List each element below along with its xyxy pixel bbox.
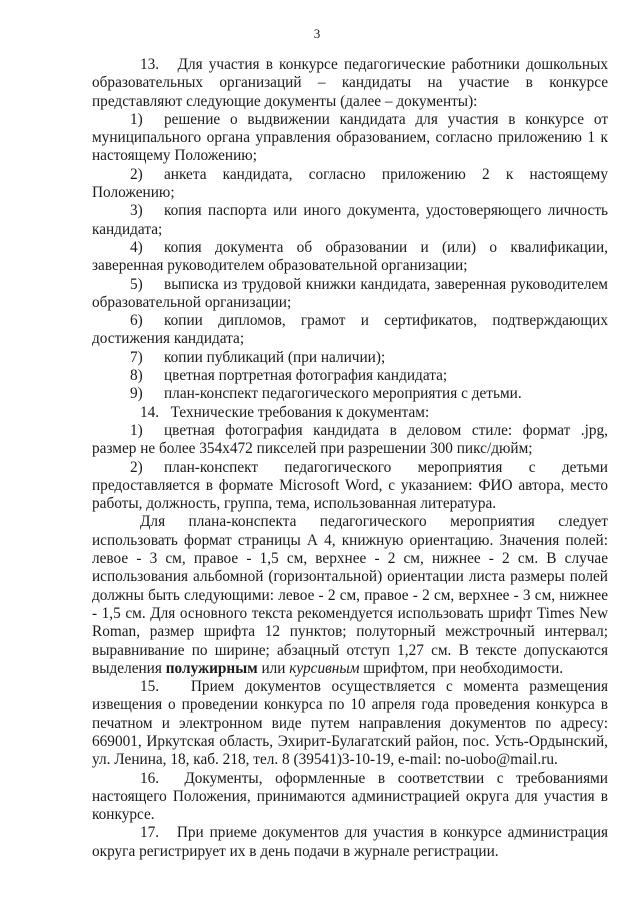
list-item xyxy=(92,349,608,367)
list-item-text: цветная фотография кандидата в деловом стиле: формат .jpg, размер не более 354x472 пикселей при разрешении 300 пикс/дюйм; xyxy=(92,421,608,458)
italic-example: курсивным xyxy=(289,659,360,677)
list-item-number: 5) xyxy=(130,275,143,293)
list-item-number: 2) xyxy=(130,165,143,183)
paragraph-16: 16. Документы, оформленные в соответствии с требованиями настоящего Положения, принимаются администрацией округа для участия в конкурсе. xyxy=(92,769,608,824)
list-item-text: план-конспект педагогического мероприятия с детьми предоставляется в формате Microsoft Word, с указанием: ФИО автора, место работы, должность, группа, тема, использованная литература. xyxy=(92,458,608,513)
list-item-text: анкета кандидата, согласно приложению 2 к настоящему Положению; xyxy=(92,165,608,202)
paragraph-14: 14. Технические требования к документам: xyxy=(140,403,430,421)
list-item xyxy=(92,312,608,349)
paragraph-15: 15. Прием документов осуществляется с момента размещения извещения о проведении конкурса по 10 апреля года проведения конкурса в печатном и электронном виде путем направления документов по адресу: 669001, Иркутская область, Эхирит-Булагатский район, пос. Усть-Ордынский, ул. Ленина, 18, каб. 218, тел. 8 (39541)3-10-19, e-mail: no-uobo@mail.ru. xyxy=(92,678,608,769)
list-item-text: план-конспект педагогического мероприятия с детьми. xyxy=(164,385,522,403)
list-item-text: цветная портретная фотография кандидата; xyxy=(164,367,448,385)
list-item xyxy=(92,202,608,239)
list-item-number: 9) xyxy=(130,385,143,403)
list-item xyxy=(92,111,608,166)
list-item-number: 2) xyxy=(130,458,143,476)
list-item xyxy=(92,166,608,203)
list-item-text: копии публикаций (при наличии); xyxy=(164,348,386,366)
format-requirements-paragraph xyxy=(92,513,608,678)
paragraph-17: 17. При приеме документов для участия в конкурсе администрация округа регистрирует их в день подачи в журнале регистрации. xyxy=(92,824,608,860)
list-item-number: 7) xyxy=(130,348,143,366)
list-item-text: копия паспорта или иного документа, удостоверяющего личность кандидата; xyxy=(92,202,608,238)
list-item xyxy=(92,276,608,313)
list-item xyxy=(92,385,608,403)
bold-example: полужирным xyxy=(165,659,258,677)
list-item-text: выписка из трудовой книжки кандидата, заверенная руководителем образовательной организации; xyxy=(92,275,608,311)
list-item xyxy=(92,239,608,276)
list-item-text: копии дипломов, грамот и сертификатов, подтверждающих достижения кандидата; xyxy=(92,312,608,348)
paragraph-13: 13. Для участия в конкурсе педагогические работники дошкольных образовательных организаций – кандидаты на участие в конкурсе представляют следующие документы (далее – документы): xyxy=(92,56,608,110)
format-requirements-text: Для плана-конспекта педагогического мероприятия следует использовать формат страницы А 4, книжную ориентацию. Значения полей: левое - 3 см, правое - 1,5 см, верхнее - 2 см, нижнее - 2 см. В случае использования альбомной (горизонтальной) ориентации листа размеры полей должны быть следующими: левое - 2 см, правое - 2 см, верхнее - 3 см, нижнее - 1,5 см. Для основного текста рекомендуется использовать шрифт Times New Roman, размер шрифта 12 пунктов; полуторный межстрочный интервал; выравнивание по ширине; абзацный отступ 1,27 см. В тексте допускаются выделения xyxy=(92,513,608,677)
list-item xyxy=(92,422,608,459)
list-item-number: 6) xyxy=(130,312,143,330)
list-item-number: 1) xyxy=(130,421,143,439)
list-item-number: 1) xyxy=(130,110,143,128)
document-body xyxy=(92,56,608,861)
list-item-text: копия документа об образовании и (или) о квалификации, заверенная руководителем образовательной организации; xyxy=(92,238,608,275)
list-item-number: 8) xyxy=(130,367,143,385)
list-item-number: 3) xyxy=(130,202,143,220)
list-item xyxy=(92,459,608,514)
page-number: 3 xyxy=(313,26,321,41)
list-item xyxy=(92,367,608,385)
format-tail-text: шрифтом, при необходимости. xyxy=(359,659,564,677)
list-item-text: решение о выдвижении кандидата для участия в конкурсе от муниципального органа управления образованием, согласно приложению 1 к настоящему Положению; xyxy=(92,110,608,165)
list-item-number: 4) xyxy=(130,238,143,256)
or-word: или xyxy=(257,659,290,677)
